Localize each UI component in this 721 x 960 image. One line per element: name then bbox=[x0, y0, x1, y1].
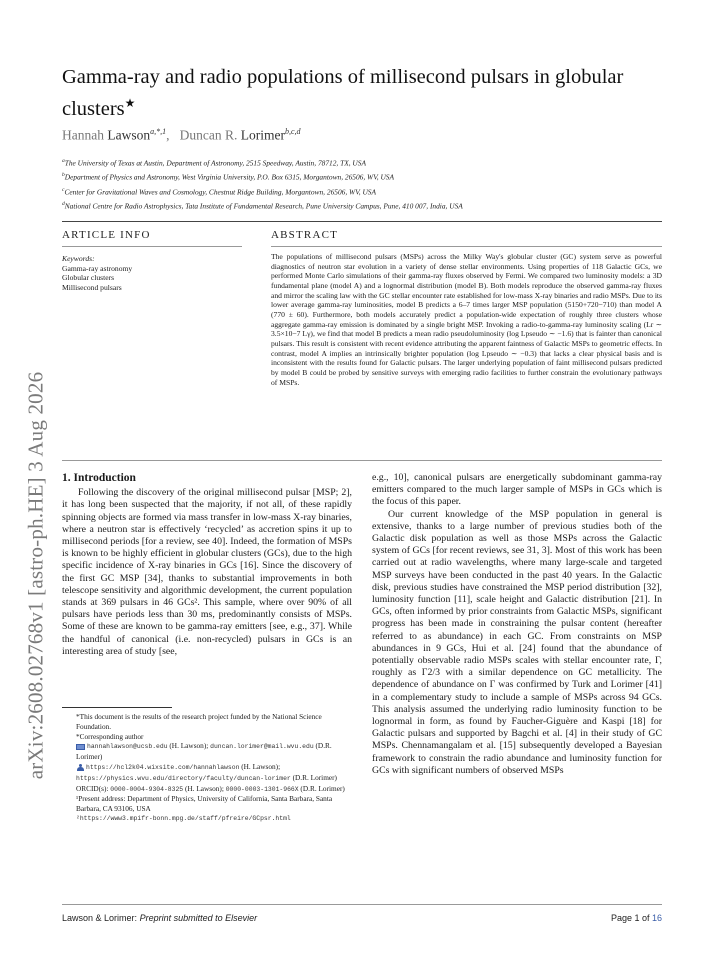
footer-divider bbox=[62, 904, 662, 905]
affiliation-item bbox=[62, 198, 662, 212]
orcid-lorimer[interactable]: 0000-0003-1301-966X bbox=[225, 785, 299, 793]
paragraph: Our current knowledge of the MSP population in general is extensive, thanks to a large number of previous studies both of the Galactic disk population as well as those MSPs across the Galactic system of GCs [for recent reviews, see 31, 3]. Most of this work has been carried out at radio wavelengths, where many large-scale and targeted MSP surveys have been conducted in the past 40 years. In the Galactic disk, previous studies have constrained the MSP period distribution [32], luminosity function [11], scale height and Galactic distribution [21]. In GCs, often informed by prior constraints from Galactic MSPs, significant progress has been made in constraining the pulsar content (hereafter referred to as abundance) in each GC. From constraints on MSP abundances in 9 GCs, Hui et al. [24] found that the abundance of potentially observable radio MSPs scales with stellar encounter rate, Γ, roughly as Γ2/3 with a similar dependence on GC metallicity. The dependence of abundance on Γ was confirmed by Turk and Lorimer [41] in a complementary study to include a sample of MSPs across 94 GCs. This analysis assumed the underlying radio luminosity function to be lognormal in form, as found by Faucher-Giguère and Kaspi [18] for Galactic pulsars and supported by Bagchi et al. [4] in their study of GC MSPs. Chennamangalam et al. [15] subsequently developed a Bayesian framework to constrain the radio abundance and luminosity function for GCs with significant numbers of observed MSPs bbox=[372, 508, 662, 776]
affiliation-text: National Centre for Radio Astrophysics, Tata Institute of Fundamental Research, Pune University Campus, Pune, 410 007, India, USA bbox=[64, 201, 463, 211]
email-owner: (D.R. Lorimer) bbox=[76, 741, 332, 762]
author1-family: Lawson bbox=[107, 127, 151, 143]
page-footer bbox=[62, 913, 662, 923]
abstract-text: The populations of millisecond pulsars (MSPs) across the Milky Way's globular cluster (GC) system serve as powerful diagnostics of neutron star evolution in a variety of dense stellar environments. Using properties of 118 Galactic GCs, we performed Monte Carlo simulations of their gamma-ray fluxes observed by Fermi. We compared two luminosity models: a 3D fundamental plane (model A) and a lognormal distribution (model B). Both models reproduce the observed gamma-ray fluxes and mirror the scaling law with the GC stellar encounter rate established for low-mass X-ray binaries and radio MSPs. Due to its lower average gamma-ray luminosities, model B predicts a 6–7 times larger MSP population (5150+720−710) than model A (770 ± 60). Furthermore, both models accurately predict a population-wide expectation of roughly three clusters whose aggregate gamma-ray emission is dominated by a single bright MSP. Invoking a radio-to-gamma-ray luminosity scaling (Lr ∼ 3.5×10−7 Lγ), we find that model B predicts a mean radio pseudoluminosity (log Lpseudo ∼ −1.6) that is fainter than canonical pulsars. This result is consistent with recent evidence attributing the apparent faintness of Galactic MSPs to geometric effects. In contrast, model A implies an intrinsically brighter population (log Lpseudo ∼ −0.3) that lacks a clear physical basis and is inconsistent with the results found for Galactic pulsars. The larger underlying population of faint millisecond pulsars predicted by model B could be probed by sensitive surveys with emerging radio facilities to further constrain the evolutionary pathways of MSPs. bbox=[271, 252, 662, 387]
article-info-divider bbox=[62, 246, 242, 247]
footnote-emails bbox=[62, 741, 352, 762]
keyword-item: Millisecond pulsars bbox=[62, 282, 122, 292]
paragraph: e.g., 10], canonical pulsars are energetically subdominant gamma-ray emitters compared to the much larger sample of MSPs in GCs which is the focus of this paper. bbox=[372, 472, 662, 508]
footnote-orcid bbox=[62, 784, 352, 795]
footnotes bbox=[62, 712, 352, 824]
footnote-corresponding: *Corresponding author bbox=[76, 731, 144, 741]
affiliation-text: The University of Texas at Austin, Department of Astronomy, 2515 Speedway, Austin, 78712, TX, USA bbox=[64, 158, 366, 168]
paper-title bbox=[62, 64, 662, 122]
affiliation-mark: c bbox=[62, 186, 65, 193]
keyword-item: Gamma-ray astronomy bbox=[62, 263, 133, 273]
title-text: Gamma-ray and radio populations of millisecond pulsars in globular clusters bbox=[62, 66, 624, 120]
keywords-label: Keywords: bbox=[62, 254, 95, 263]
header-divider bbox=[62, 221, 662, 222]
title-footnote-mark: ★ bbox=[124, 96, 136, 110]
email-link-lorimer[interactable]: duncan.lorimer@mail.wvu.edu bbox=[210, 743, 314, 751]
footer-preprint-note: Preprint submitted to Elsevier bbox=[139, 913, 258, 923]
section-heading-introduction: 1. Introduction bbox=[62, 472, 136, 484]
footnote-gcpsr-link[interactable]: ²https://www3.mpifr-bonn.mpg.de/staff/pfreire/GCpsr.html bbox=[76, 814, 291, 822]
orcid-lawson[interactable]: 0000-0004-9304-8325 bbox=[110, 785, 184, 793]
email-link-lawson[interactable]: hannahlawson@ucsb.edu bbox=[87, 743, 168, 751]
orcid-owner: (D.R. Lorimer) bbox=[300, 783, 345, 793]
page-total-link[interactable]: 16 bbox=[651, 913, 662, 923]
url-link-lorimer[interactable]: https://physics.wvu.edu/directory/faculty/duncan-lorimer bbox=[76, 774, 291, 782]
author2-given: Duncan R. bbox=[179, 127, 238, 143]
affiliation-text: Department of Physics and Astronomy, West Virginia University, P.O. Box 6315, Morgantown, 26506, WV, USA bbox=[64, 172, 395, 182]
article-info-heading: ARTICLE INFO bbox=[62, 229, 151, 241]
keyword-item: Globular clusters bbox=[62, 273, 115, 283]
affiliation-list bbox=[62, 155, 662, 213]
footnote-present-address: ¹Present address: Department of Physics, University of California, Santa Barbara, Santa Barbara, CA 93106, USA bbox=[76, 794, 333, 814]
affiliation-item bbox=[62, 155, 662, 169]
page-number-prefix: Page 1 of bbox=[610, 913, 650, 923]
keywords-block bbox=[62, 254, 242, 292]
url-link-lawson[interactable]: https://hcl2k04.wixsite.com/hannahlawson bbox=[86, 763, 240, 771]
body-column-left bbox=[62, 472, 352, 658]
author2-family: Lorimer bbox=[240, 127, 285, 143]
abstract-heading: ABSTRACT bbox=[271, 229, 339, 241]
abstract-divider bbox=[271, 246, 662, 247]
affiliation-mark: a bbox=[62, 158, 65, 164]
page-number bbox=[611, 913, 662, 923]
email-icon bbox=[76, 744, 85, 750]
orcid-label: ORCID(s): bbox=[76, 783, 109, 793]
body-column-right bbox=[372, 472, 662, 777]
url-owner: (H. Lawson); bbox=[241, 761, 281, 771]
email-owner: (H. Lawson); bbox=[169, 741, 209, 751]
affiliation-mark: d bbox=[62, 201, 65, 208]
footnote-funding: *This document is the results of the research project funded by the National Science Foundation. bbox=[76, 712, 322, 731]
footnote-divider bbox=[62, 707, 172, 708]
author1-given: Hannah bbox=[62, 127, 104, 143]
arxiv-id-text: arXiv:2608.02768v1 [astro-ph.HE] 3 Aug 2026 bbox=[23, 371, 48, 779]
orcid-owner: (H. Lawson); bbox=[184, 783, 224, 793]
author1-sup: a,*,1 bbox=[150, 127, 167, 136]
abstract-bottom-divider bbox=[62, 460, 662, 461]
author-list bbox=[62, 127, 301, 144]
affiliation-item bbox=[62, 184, 662, 198]
author-separator: , bbox=[166, 127, 170, 143]
homepage-icon bbox=[76, 764, 84, 771]
author2-sup: b,c,d bbox=[284, 127, 301, 136]
footer-authors: Lawson & Lorimer: bbox=[62, 913, 138, 923]
affiliation-mark: b bbox=[62, 172, 65, 179]
arxiv-sidebar-stamp bbox=[14, 230, 58, 920]
url-owner: (D.R. Lorimer) bbox=[292, 772, 337, 782]
paragraph: Following the discovery of the original millisecond pulsar [MSP; 2], it has long been suspected that the majority, if not all, of these rapidly spinning objects are formed via mass transfer in low-mass X-ray binaries, where a neutron star is effectively ‘recycled’ as accretion spins it up to millisecond periods [for a review, see 40]. Indeed, the formation of MSPs is known to be highly efficient in globular clusters (GCs), due to the high specific incidence of X-ray binaries in GCs [16]. Since the discovery of the first GC MSP [34], thanks to substantial improvements in both telescope sensitivity and algorithmic development, the current population stands at 369 pulsars in 46 GCs². This sample, where over 90% of all pulsars have periods less than 30 ms, predominantly consists of MSPs. Some of these are known to be gamma-ray emitters [see, e.g., 37]. While the handful of canonical (i.e. non-recycled) pulsars in GCs is an interesting area of study [see, bbox=[62, 487, 352, 657]
affiliation-text: Center for Gravitational Waves and Cosmology, Chestnut Ridge Building, Morgantown, 26506, WV, USA bbox=[64, 187, 377, 197]
affiliation-item bbox=[62, 169, 662, 183]
footnote-urls bbox=[62, 762, 352, 784]
